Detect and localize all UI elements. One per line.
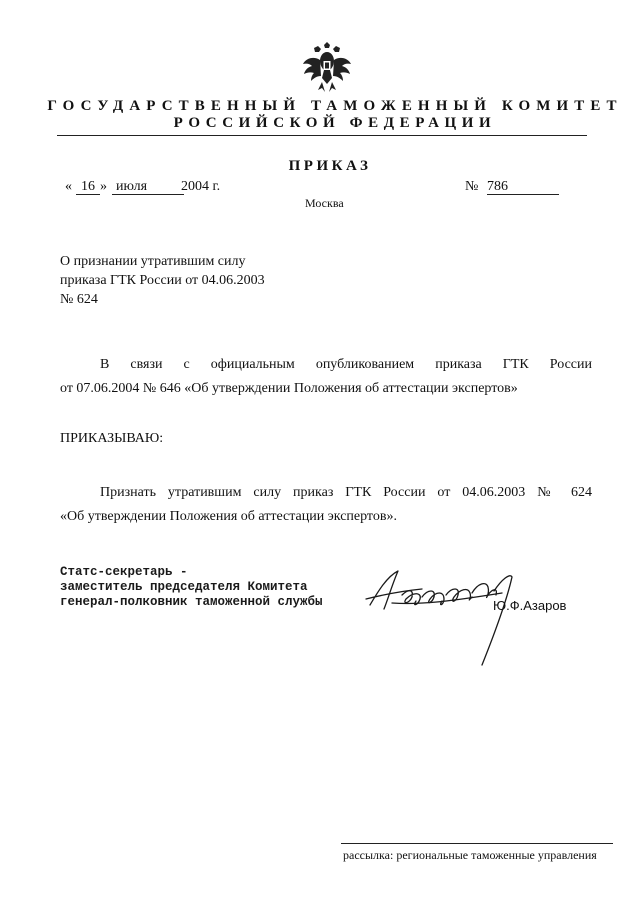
date-open-quote: «: [65, 179, 72, 194]
date-month: июля: [112, 179, 184, 195]
footer-divider: [341, 843, 613, 844]
directive-line: Признать утратившим силу приказ ГТК России от 04.06.2003 № 624: [100, 485, 592, 500]
date-day: 16: [76, 179, 100, 195]
order-number-label: №: [465, 179, 479, 194]
directive-line: «Об утверждении Положения об аттестации экспертов».: [60, 509, 397, 524]
preamble-line: В связи с официальным опубликованием приказа ГТК России: [100, 357, 592, 372]
preamble-paragraph: [60, 353, 592, 401]
organization-name-line2: РОССИЙСКОЙ ФЕДЕРАЦИИ: [173, 115, 497, 131]
subject-line: приказа ГТК России от 04.06.2003: [60, 273, 265, 288]
directive-paragraph: [60, 481, 592, 529]
position-line: заместитель председателя Комитета: [60, 580, 308, 594]
subject-line: О признании утратившим силу: [60, 254, 246, 269]
distribution-note: рассылка: региональные таможенные управления: [343, 848, 597, 862]
position-line: Статс-секретарь -: [60, 565, 188, 579]
handwritten-signature: [362, 565, 532, 670]
order-directive-word: ПРИКАЗЫВАЮ:: [60, 431, 164, 446]
issue-city: Москва: [305, 196, 344, 210]
signatory-position: [60, 565, 323, 610]
organization-name-line1: ГОСУДАРСТВЕННЫЙ ТАМОЖЕННЫЙ КОМИТЕТ: [47, 98, 623, 114]
order-subject: [60, 252, 265, 309]
signatory-name: Ю.Ф.Азаров: [493, 598, 567, 613]
preamble-line: от 07.06.2004 № 646 «Об утверждении Положения об аттестации экспертов»: [60, 381, 518, 396]
document-title: ПРИКАЗ: [288, 158, 372, 174]
subject-line: № 624: [60, 292, 98, 307]
date-close-quote: »: [100, 179, 107, 194]
state-emblem-icon: [302, 42, 352, 94]
header-divider: [57, 135, 587, 136]
date-year: 2004 г.: [181, 179, 221, 194]
order-number: 786: [487, 179, 559, 195]
position-line: генерал-полковник таможенной службы: [60, 595, 323, 609]
